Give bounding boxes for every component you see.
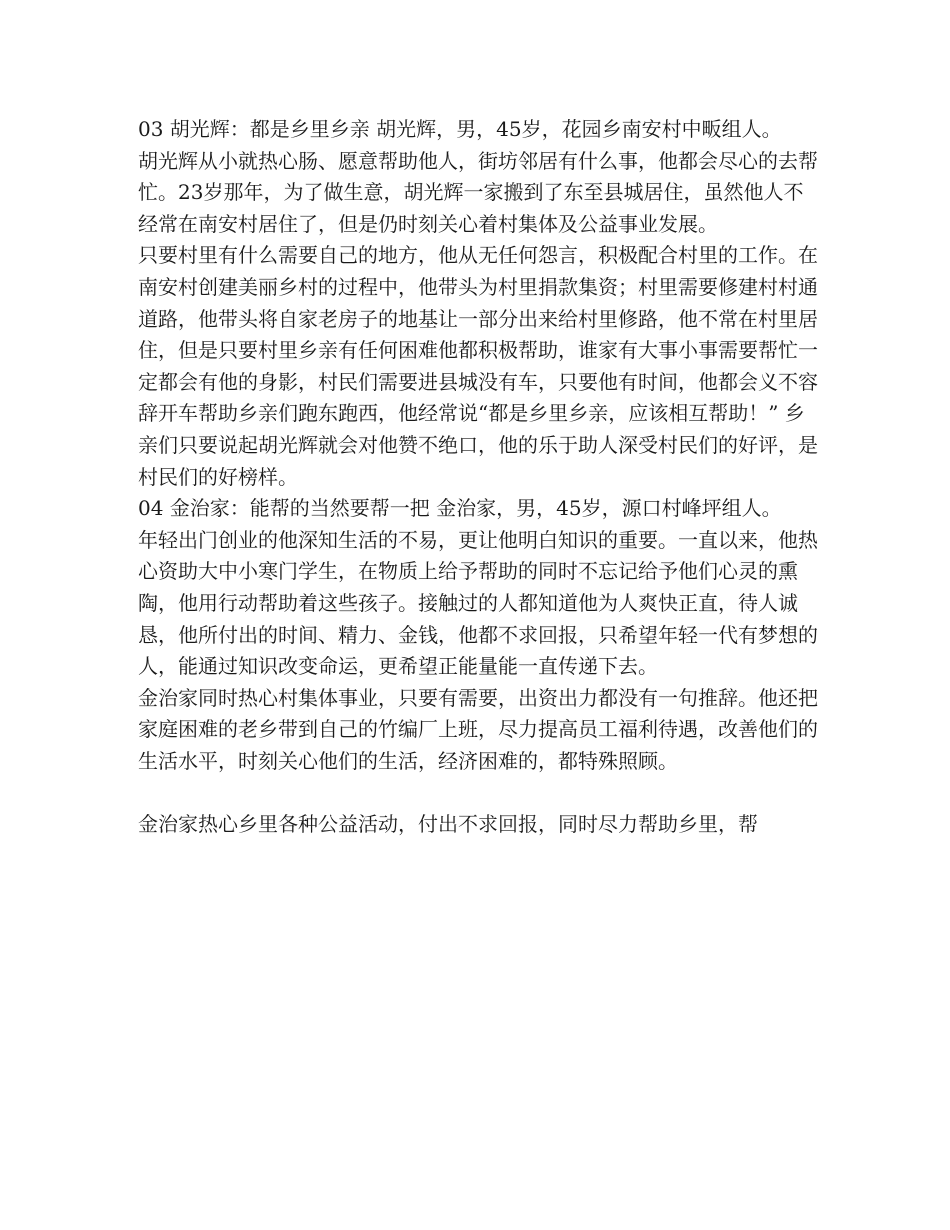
paragraph-hu-guanghui-deeds: 只要村里有什么需要自己的地方，他从无任何怨言，积极配合村里的工作。在南安村创建美丽乡村的过程中，他带头为村里捐款集资；村里需要修建村村通道路，他带头将自家老房子的地基让一部分出来给村里修路，他不常在村里居住，但是只要村里乡亲有任何困难他都积极帮助，谁家有大事小事需要帮忙一定都会有他的身影，村民们需要进县城没有车，只要他有时间，他都会义不容辞开车帮助乡亲们跑东跑西，他经常说“都是乡里乡亲，应该相互帮助！” 乡亲们只要说起胡光辉就会对他赞不绝口，他的乐于助人深受村民们的好评，是村民们的好榜样。: [138, 243, 818, 489]
paragraph-jin-zhijia-education: 年轻出门创业的他深知生活的不易，更让他明白知识的重要。一直以来，他热心资助大中小寒门学生，在物质上给予帮助的同时不忘记给予他们心灵的熏陶，他用行动帮助着这些孩子。接触过的人都知道他为人爽快正直，待人诚恳，他所付出的时间、精力、金钱，他都不求回报，只希望年轻一代有梦想的人，能通过知识改变命运，更希望正能量能一直传递下去。: [138, 527, 818, 679]
paragraph-jin-zhijia-public-welfare: 金治家热心乡里各种公益活动，付出不求回报，同时尽力帮助乡里，帮: [138, 812, 758, 837]
paragraph-hu-guanghui-background: 胡光辉从小就热心肠、愿意帮助他人，街坊邻居有什么事，他都会尽心的去帮忙。23岁那年，为了做生意，胡光辉一家搬到了东至县城居住，虽然他人不经常在南安村居住了，但是仍时刻关心着村集体及公益事业发展。: [138, 148, 818, 236]
paragraph-jin-zhijia-community: 金治家同时热心村集体事业，只要有需要，出资出力都没有一句推辞。他还把家庭困难的老乡带到自己的竹编厂上班，尽力提高员工福利待遇，改善他们的生活水平，时刻关心他们的生活，经济困难的，都特殊照顾。: [138, 685, 818, 773]
paragraph-jin-zhijia-heading: 04 金治家：能帮的当然要帮一把 金治家，男，45岁，源口村峰坪组人。: [138, 496, 782, 521]
paragraph-hu-guanghui-heading: 03 胡光辉：都是乡里乡亲 胡光辉，男，45岁，花园乡南安村中畈组人。: [138, 117, 782, 141]
document-body: [138, 114, 818, 841]
blank-line: [138, 777, 818, 809]
